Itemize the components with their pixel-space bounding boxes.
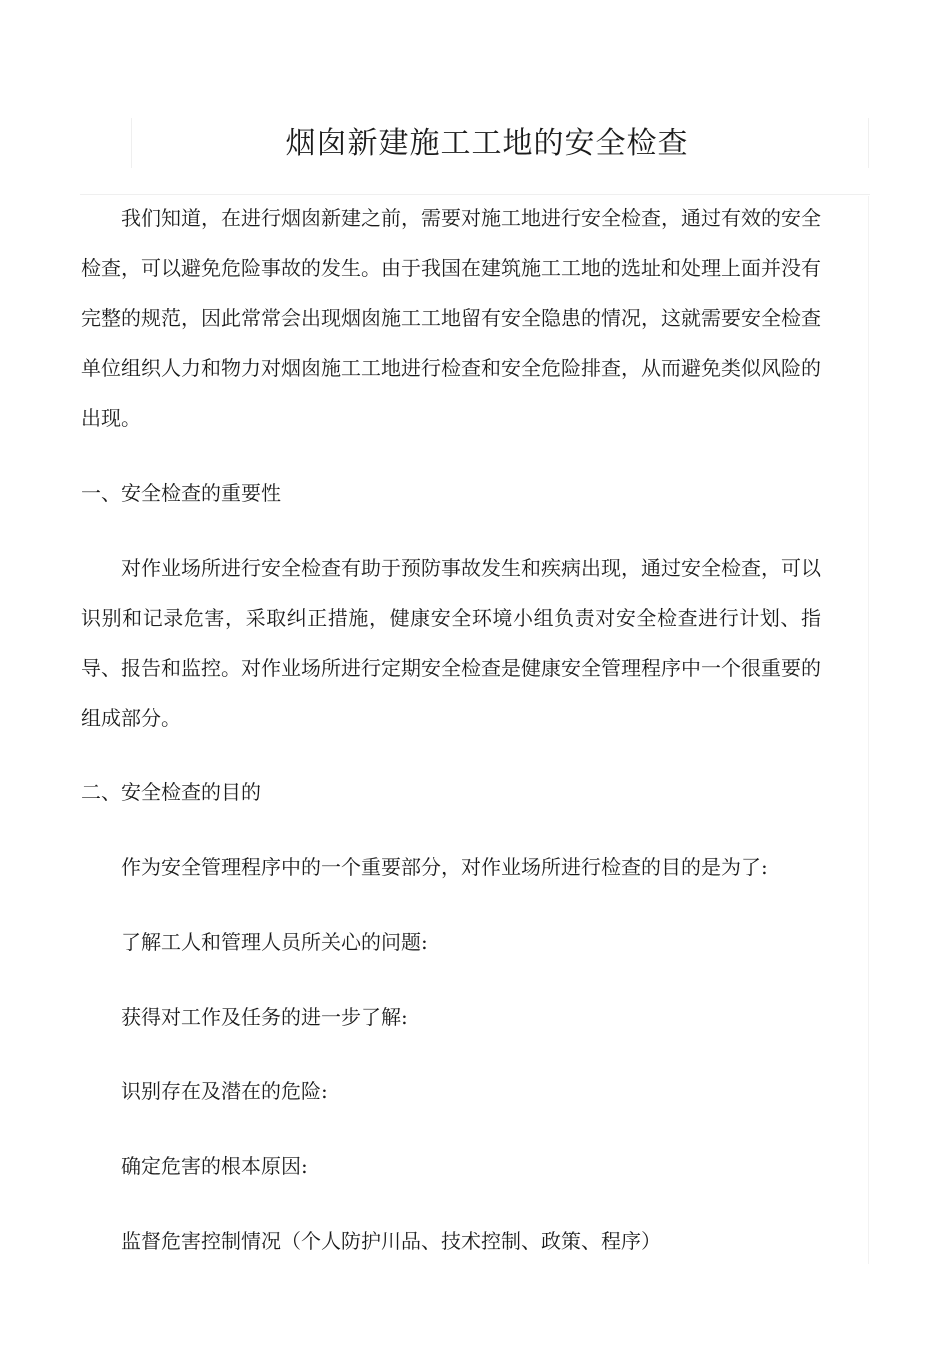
purpose-list-item: 了解工人和管理人员所关心的问题: [121,930,428,954]
purpose-list-item: 识别存在及潜在的危险: [121,1079,328,1103]
importance-paragraph: 对作业场所进行安全检查有助于预防事故发生和疾病出现，通过安全检查，可以识别和记录危害，采取纠正措施，健康安全环境小组负责对安全检查进行计划、指导、报告和监控。对作业场所进行定期安全检查是健康安全管理程序中一个很重要的组成部分。 [81,556,821,730]
purpose-lead-text: 作为安全管理程序中的一个重要部分，对作业场所进行检查的目的是为了: [121,855,768,879]
section-heading-importance: 一、安全检查的重要性 [81,481,281,505]
purpose-list-item: 确定危害的根本原因: [121,1154,308,1178]
body-right-rule [868,196,869,1264]
page-title: 烟囱新建施工工地的安全检查 [285,126,689,161]
title-right-rule [868,118,869,168]
intro-paragraph: 我们知道，在进行烟囱新建之前，需要对施工地进行安全检查，通过有效的安全检查，可以避免危险事故的发生。由于我国在建筑施工工地的选址和处理上面并没有完整的规范，因此常常会出现烟囱施工工地留有安全隐患的情况，这就需要安全检查单位组织人力和物力对烟囱施工工地进行检查和安全危险排查，从而避免类似风险的出现。 [81,206,821,430]
section-heading-purpose: 二、安全检查的目的 [81,780,261,804]
purpose-list-item: 监督危害控制情况（个人防护川品、技术控制、政策、程序） [121,1229,661,1253]
purpose-list-item: 获得对工作及任务的进一步了解: [121,1005,408,1029]
